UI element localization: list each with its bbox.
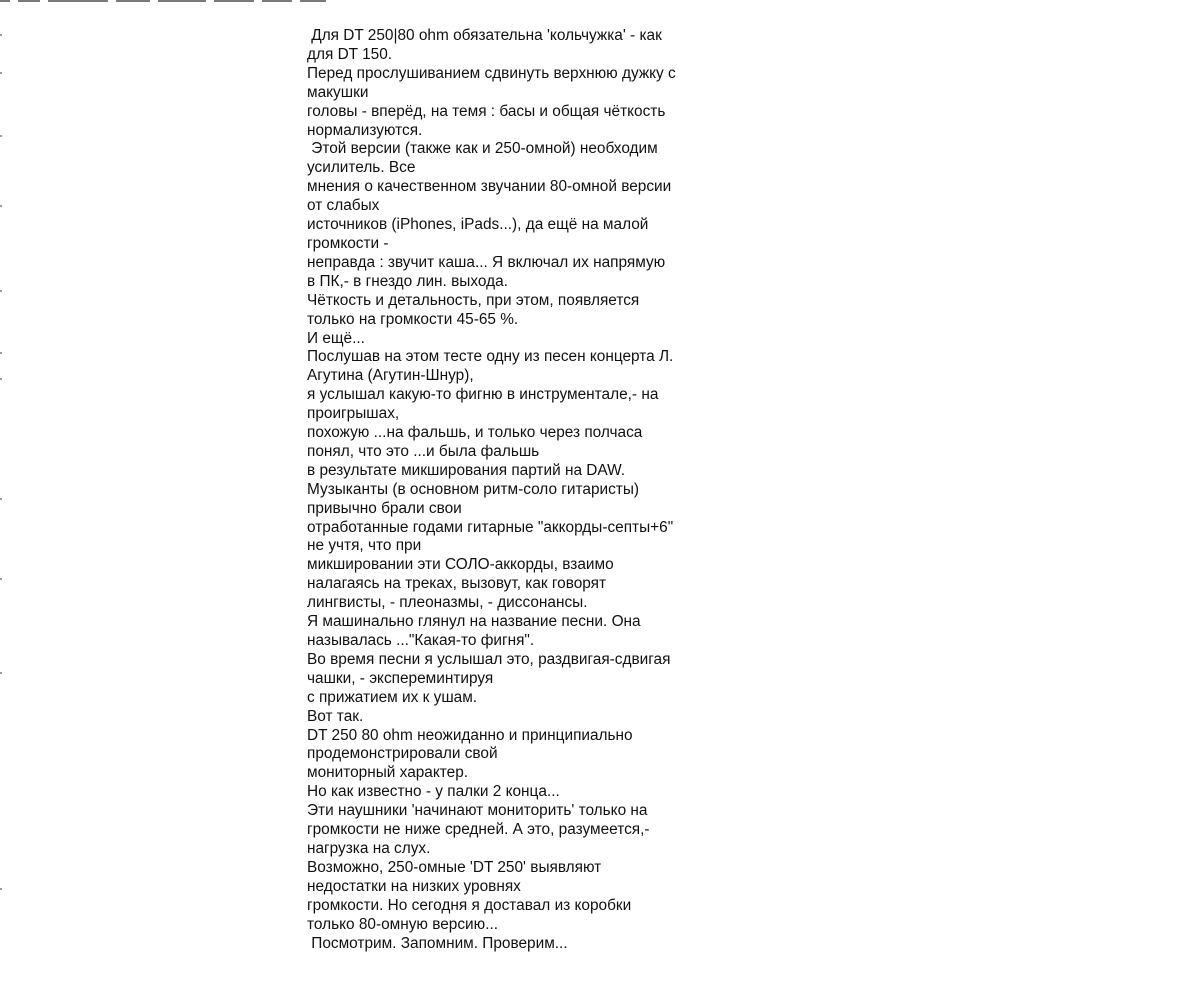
text-line: отработанные годами гитарные "аккорды-септы+6": [307, 518, 674, 536]
text-line: Посмотрим. Запомним. Проверим...: [307, 934, 568, 952]
text-line: Я машинально глянул на название песни. Она: [307, 613, 641, 631]
text-line: Но как известно - у палки 2 конца...: [307, 783, 560, 801]
text-line: неправда : звучит каша... Я включал их напрямую: [307, 253, 666, 271]
text-line: налагаясь на треках, вызовут, как говорят: [307, 575, 607, 593]
text-line: недостатки на низких уровнях: [307, 877, 521, 895]
text-line: мониторный характер.: [307, 764, 469, 782]
text-line: источников (iPhones, iPads...), да ещё на малой: [307, 216, 649, 234]
text-line: с прижатием их к ушам.: [307, 688, 478, 706]
left-edge-artifacts: [0, 0, 4, 986]
text-line: для DT 150.: [307, 45, 393, 63]
text-line: Музыканты (в основном ритм-соло гитаристы): [307, 480, 640, 498]
text-line: Агутина (Агутин-Шнур),: [307, 367, 474, 385]
text-line: Перед прослушиванием сдвинуть верхнюю дужку с: [307, 64, 676, 82]
text-line: Чёткость и детальность, при этом, появляется: [307, 291, 640, 309]
text-line: микшировании эти СОЛО-аккорды, взаимо: [307, 556, 614, 574]
text-line: называлась ..."Какая-то фигня".: [307, 632, 535, 649]
text-line: похожую ...на фальшь, и только через полчаса: [307, 424, 643, 442]
text-line: нормализуются.: [307, 121, 423, 139]
text-line: в результате микширования партий на DAW.: [307, 461, 626, 479]
text-line: только на громкости 45-65 %.: [307, 310, 519, 328]
text-line: усилитель. Все: [307, 159, 416, 177]
text-line: не учтя, что при: [307, 537, 422, 555]
text-line: Послушав на этом тесте одну из песен концерта Л.: [307, 348, 674, 366]
text-line: И ещё...: [307, 329, 365, 347]
text-line: от слабых: [307, 197, 380, 215]
text-line: привычно брали свои: [307, 499, 462, 517]
text-line: Во время песни я услышал это, раздвигая-сдвигая: [307, 650, 671, 668]
text-line: в ПК,- в гнездо лин. выхода.: [307, 272, 508, 290]
text-line: понял, что это ...и была фальшь: [307, 442, 540, 460]
text-line: чашки, - экспереминтируя: [307, 669, 494, 687]
text-line: Этой версии (также как и 250-омной) необходим: [307, 140, 658, 158]
text-line: Возможно, 250-омные 'DT 250' выявляют: [307, 858, 602, 876]
text-line: проигрышах,: [307, 405, 400, 423]
text-line: продемонстрировали свой: [307, 745, 498, 763]
text-line: я услышал какую-то фигню в инструментале,- на: [307, 386, 659, 404]
text-line: мнения о качественном звучании 80-омной версии: [307, 178, 672, 196]
text-line: громкости -: [307, 234, 389, 252]
text-line: DT 250 80 ohm неожиданно и принципиально: [307, 726, 633, 744]
clipped-previous-line: [0, 0, 360, 4]
text-line: нагрузка на слух.: [307, 839, 431, 857]
text-line: лингвисты, - плеоназмы, - диссонансы.: [307, 594, 588, 612]
text-line: Для DT 250|80 ohm обязательна 'кольчужка' - как: [307, 27, 662, 44]
text-line: только 80-омную версию...: [307, 915, 499, 933]
text-line: громкости не ниже средней. А это, разумеется,-: [307, 821, 650, 839]
text-line: Эти наушники 'начинают мониторить' только на: [307, 802, 648, 820]
text-line: громкости. Но сегодня я доставал из коробки: [307, 896, 632, 914]
text-line: головы - вперёд, на темя : басы и общая чёткость: [307, 102, 666, 120]
document-body: [307, 27, 707, 953]
text-line: Вот так.: [307, 707, 364, 725]
text-line: макушки: [307, 83, 369, 101]
